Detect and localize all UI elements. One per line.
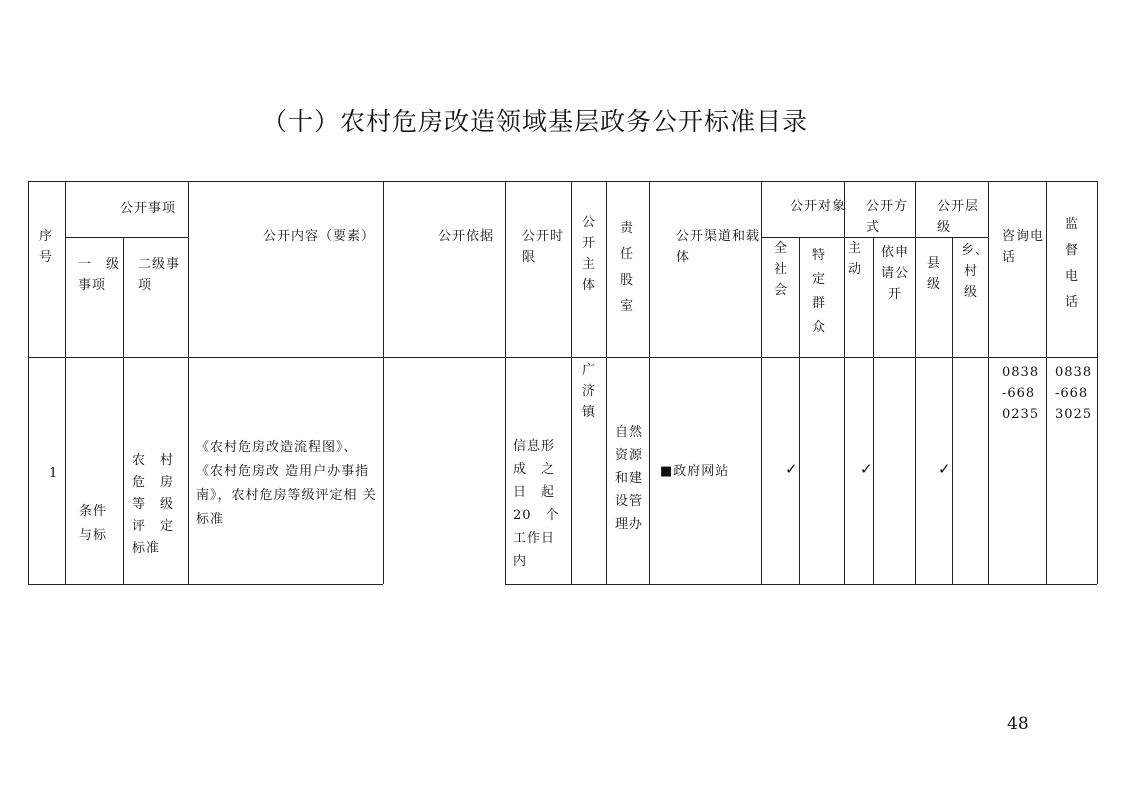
col-line (188, 181, 189, 584)
col-line (123, 237, 124, 584)
col-line (873, 237, 874, 584)
col-line (988, 181, 989, 584)
header-subject: 公开主体 (581, 215, 596, 293)
header-consult-phone: 咨询电话 (1002, 229, 1045, 265)
row-supervise-phone: 0838-6683025 (1055, 365, 1093, 422)
col-line (649, 181, 650, 584)
row-channel: ■政府网站 (660, 464, 730, 479)
header-time: 公开时限 (522, 229, 565, 265)
table-bottom-border-left (28, 584, 383, 585)
col-line (606, 181, 607, 584)
row-level2: 农 村危 房等 级评 定标准 (132, 453, 175, 556)
header-target: 公开对象 (790, 199, 847, 214)
col-line (571, 181, 572, 584)
header-matter-divider (65, 237, 188, 238)
row-level-county-check: ✓ (938, 460, 952, 478)
header-mode-apply: 依申请公开 (880, 245, 909, 302)
header-target-specific: 特定群众 (811, 248, 826, 335)
header-level: 公开层级 (937, 199, 980, 235)
col-line (383, 181, 384, 584)
col-line (799, 237, 800, 584)
row-subject: 广济镇 (581, 363, 596, 420)
row-level1: 条件与标 (78, 504, 107, 543)
table-bottom-border-right (505, 584, 1097, 585)
row-consult-phone: 0838-6680235 (1002, 365, 1040, 422)
row-content: 《农村危房改造流程图》、《农村危房改 造用户办事指南》，农村危房等级评定相 关标准 (196, 440, 377, 527)
col-line (1097, 181, 1098, 584)
header-matter: 公开事项 (120, 201, 177, 216)
header-content: 公开内容（要素） (263, 229, 376, 244)
row-mode-active-check: ✓ (860, 460, 874, 478)
col-line (505, 181, 506, 584)
header-basis: 公开依据 (438, 229, 495, 244)
header-mode: 公开方式 (866, 199, 909, 235)
header-seq: 序号 (38, 229, 53, 265)
header-mode-active: 主动 (847, 241, 862, 277)
col-line (844, 181, 845, 584)
header-target-all: 全社会 (773, 241, 788, 298)
row-seq: 1 (49, 466, 59, 481)
page-title: （十）农村危房改造领域基层政务公开标准目录 (261, 107, 808, 136)
header-supervise-phone: 监督电话 (1064, 217, 1079, 310)
row-time: 信息形成 之日 起20 个工作日内 (513, 439, 560, 569)
header-level1: 一 级事项 (78, 257, 121, 293)
header-channel: 公开渠道和载体 (676, 229, 761, 265)
header-level-town: 乡、村级 (961, 243, 990, 300)
col-line (761, 181, 762, 584)
col-line (28, 181, 29, 584)
page-number: 48 (1007, 714, 1029, 734)
header-level-county: 县级 (926, 256, 941, 292)
header-level2: 二级事项 (138, 257, 181, 293)
row-dept: 自然资源和建设管理办 (615, 425, 644, 532)
col-line (65, 181, 66, 584)
row-target-all-check: ✓ (785, 460, 799, 478)
col-line (1046, 181, 1047, 584)
header-dept: 责任股室 (619, 221, 634, 314)
col-line (915, 181, 916, 584)
col-line (952, 237, 953, 584)
